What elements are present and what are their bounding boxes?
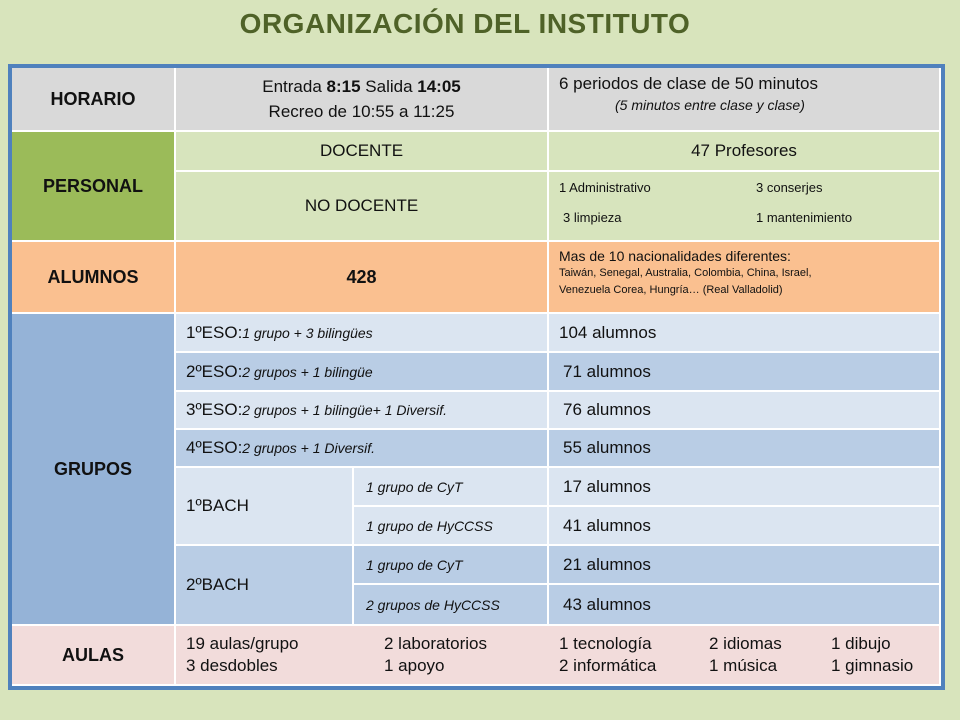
eso-row-4-count: 55 alumnos <box>549 430 941 468</box>
horario-entry-exit <box>262 74 460 99</box>
periods-text: 6 periodos de clase de 50 minutos <box>559 74 818 93</box>
eso-level: 4ºESO: <box>186 438 243 457</box>
personal-label: PERSONAL <box>12 132 176 242</box>
aulas-detail <box>176 626 941 686</box>
eso-row-2-count: 71 alumnos <box>549 353 941 392</box>
eso-row-4-desc <box>176 430 549 468</box>
docente-label: DOCENTE <box>176 132 549 172</box>
eso-level: 3ºESO: <box>186 400 243 419</box>
bach2-row-2-desc: 2 grupos de HyCCSS <box>354 585 549 626</box>
horario-recess: Recreo de 10:55 a 11:25 <box>268 102 455 121</box>
periods-note: (5 minutos entre clase y clase) <box>615 97 805 113</box>
entry-label: Entrada <box>262 77 327 96</box>
eso-groups: 1 grupo + 3 bilingües <box>242 324 373 341</box>
aulas-item: 1 apoyo <box>384 656 445 675</box>
nd-limpieza: 3 limpieza <box>563 210 622 225</box>
horario-times <box>176 68 549 132</box>
aulas-item: 3 desdobles <box>186 656 278 675</box>
eso-row-1-desc <box>176 314 549 353</box>
nationalities-line1: Taiwán, Senegal, Australia, Colombia, China, Israel, <box>559 267 812 279</box>
nd-mantenimiento: 1 mantenimiento <box>756 210 853 225</box>
eso-level: 1ºESO: <box>186 322 243 342</box>
no-docente-detail <box>549 172 941 242</box>
nationalities <box>549 242 941 314</box>
exit-time: 14:05 <box>417 77 461 96</box>
aulas-col-5 <box>831 633 913 677</box>
nationalities-line2: Venezuela Corea, Hungría… (Real Valladolid) <box>559 284 783 296</box>
horario-periods <box>549 68 941 132</box>
aulas-col-2 <box>384 633 487 677</box>
aulas-item: 2 idiomas <box>709 634 782 653</box>
bach1-level: 1ºBACH <box>176 468 354 546</box>
bach1-row-2-count: 41 alumnos <box>549 507 941 546</box>
alumnos-label: ALUMNOS <box>12 242 176 314</box>
eso-groups: 2 grupos + 1 bilingüe+ 1 Diversif. <box>242 402 447 418</box>
exit-label: Salida <box>360 77 418 96</box>
aulas-item: 2 laboratorios <box>384 634 488 653</box>
alumnos-total: 428 <box>176 242 549 314</box>
bach2-row-1-count: 21 alumnos <box>549 546 941 585</box>
aulas-item: 1 dibujo <box>831 634 891 653</box>
bach1-row-1-desc: 1 grupo de CyT <box>354 468 549 507</box>
eso-groups: 2 grupos + 1 Diversif. <box>242 440 375 456</box>
organization-table <box>8 64 945 690</box>
aulas-item: 1 música <box>709 656 778 675</box>
nd-conserjes: 3 conserjes <box>756 180 823 195</box>
bach2-row-2-count: 43 alumnos <box>549 585 941 626</box>
page-title: ORGANIZACIÓN DEL INSTITUTO <box>239 8 691 39</box>
aulas-label: AULAS <box>12 626 176 686</box>
bach1-row-2-desc: 1 grupo de HyCCSS <box>354 507 549 546</box>
horario-label: HORARIO <box>12 68 176 132</box>
aulas-item: 2 informática <box>559 656 657 675</box>
eso-row-2-desc <box>176 353 549 392</box>
entry-time: 8:15 <box>326 77 361 96</box>
aulas-col-3 <box>559 633 656 677</box>
docente-value: 47 Profesores <box>549 132 941 172</box>
eso-level: 2ºESO: <box>186 361 243 381</box>
grupos-label: GRUPOS <box>12 314 176 626</box>
bach1-row-1-count: 17 alumnos <box>549 468 941 507</box>
aulas-item: 1 tecnología <box>559 634 652 653</box>
aulas-col-1 <box>186 633 298 677</box>
eso-row-3-count: 76 alumnos <box>549 392 941 430</box>
nationalities-title: Mas de 10 nacionalidades diferentes: <box>559 248 791 264</box>
eso-groups: 2 grupos + 1 bilingüe <box>242 363 373 380</box>
nd-administrativo: 1 Administrativo <box>559 180 651 195</box>
eso-row-1-count: 104 alumnos <box>549 314 941 353</box>
bach2-level: 2ºBACH <box>176 546 354 626</box>
aulas-item: 1 gimnasio <box>831 656 914 675</box>
eso-row-3-desc <box>176 392 549 430</box>
aulas-col-4 <box>709 633 782 677</box>
aulas-item: 19 aulas/grupo <box>186 634 299 653</box>
bach2-row-1-desc: 1 grupo de CyT <box>354 546 549 585</box>
no-docente-label: NO DOCENTE <box>176 172 549 242</box>
